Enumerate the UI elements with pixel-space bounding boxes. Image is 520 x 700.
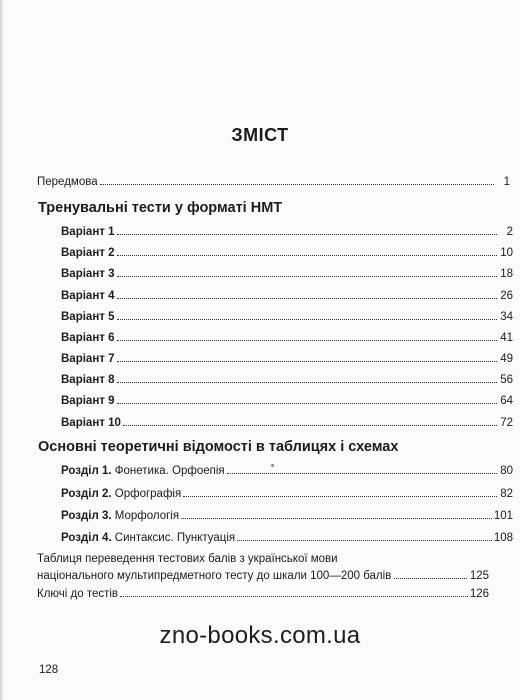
toc-page: 64 <box>500 395 513 407</box>
toc-conversion-table[interactable] <box>37 551 489 585</box>
toc-variant-8[interactable] <box>61 374 513 386</box>
toc-page: 72 <box>500 417 513 429</box>
toc-answer-keys[interactable] <box>37 588 489 600</box>
toc-variant-10[interactable] <box>61 417 513 429</box>
toc-label: Ключі до тестів <box>37 588 119 600</box>
toc-label-bold: Розділ 1. <box>61 465 112 477</box>
toc-variant-7[interactable] <box>61 353 513 365</box>
toc-page: 101 <box>493 510 513 522</box>
toc-page: 80 <box>500 465 513 477</box>
toc-section-2[interactable] <box>61 488 513 500</box>
toc-variant-6[interactable] <box>61 332 513 344</box>
toc-page: 34 <box>500 311 513 323</box>
toc-page: 49 <box>500 353 513 365</box>
toc-label-line-2: національного мультипредметного тесту до шкали 100—200 балів <box>37 570 392 582</box>
dot-leader <box>117 403 498 404</box>
toc-label: Фонетика. Орфоепія <box>114 465 225 477</box>
toc-label-line-1: Таблиця переведення тестових балів з української мови <box>37 553 338 565</box>
toc-label: Варіант 7 <box>61 353 115 365</box>
toc-label-bold: Розділ 4. <box>61 532 112 544</box>
section-heading-theory: Основні теоретичні відомості в таблицях і схемах <box>38 439 399 455</box>
dot-leader <box>183 496 497 497</box>
toc-foreword[interactable] <box>37 176 510 188</box>
dot-leader <box>117 382 498 383</box>
toc-label: Варіант 6 <box>61 332 115 344</box>
dot-leader <box>394 578 467 579</box>
dot-leader <box>123 425 497 426</box>
toc-page: 126 <box>469 588 489 600</box>
toc-label: Варіант 5 <box>61 311 115 323</box>
toc-label: Варіант 8 <box>61 374 115 386</box>
dot-leader <box>117 298 498 299</box>
toc-page: 18 <box>500 268 513 280</box>
page-edge-shadow <box>0 0 4 700</box>
toc-label: Варіант 1 <box>61 226 115 238</box>
dot-leader <box>100 184 494 185</box>
toc-label: Варіант 10 <box>61 417 121 429</box>
toc-page: 125 <box>469 570 489 582</box>
toc-page: 1 <box>503 176 510 188</box>
toc-page: 41 <box>500 332 513 344</box>
page-title: ЗМІСТ <box>231 125 289 145</box>
dot-leader <box>181 518 492 519</box>
watermark: zno-books.com.ua <box>159 622 361 649</box>
toc-page: 108 <box>493 532 513 544</box>
toc-variant-4[interactable] <box>61 290 513 302</box>
toc-page: 26 <box>500 290 513 302</box>
dot-leader <box>117 319 498 320</box>
dot-leader <box>117 276 498 277</box>
toc-page: 56 <box>500 374 513 386</box>
toc-variant-1[interactable] <box>61 226 513 238</box>
dot-leader <box>117 361 498 362</box>
toc-variant-5[interactable] <box>61 311 513 323</box>
toc-section-3[interactable] <box>61 510 513 522</box>
dot-leader <box>227 473 497 474</box>
toc-label-bold: Розділ 3. <box>61 510 112 522</box>
dot-leader <box>120 596 468 597</box>
section-heading-tests: Тренувальні тести у форматі НМТ <box>38 200 283 216</box>
toc-page: 82 <box>500 488 513 500</box>
toc-variant-9[interactable] <box>61 395 513 407</box>
toc-label: Варіант 9 <box>61 395 115 407</box>
toc-variant-3[interactable] <box>61 268 513 280</box>
toc-variant-2[interactable] <box>61 247 513 259</box>
toc-label: Варіант 3 <box>61 268 115 280</box>
toc-label: Синтаксис. Пунктуація <box>114 532 236 544</box>
dot-leader <box>117 340 498 341</box>
toc-label: Передмова <box>37 176 98 188</box>
dot-leader <box>117 234 498 235</box>
toc-page: 2 <box>506 226 513 238</box>
toc-label: Орфографія <box>114 488 182 500</box>
toc-label: Варіант 2 <box>61 247 115 259</box>
toc-label: Варіант 4 <box>61 290 115 302</box>
toc-page: 10 <box>500 247 513 259</box>
page-number: 128 <box>39 664 59 676</box>
dot-leader <box>117 255 498 256</box>
dot-leader <box>237 540 492 541</box>
toc-label-bold: Розділ 2. <box>61 488 112 500</box>
toc-label: Морфологія <box>114 510 180 522</box>
toc-section-4[interactable] <box>61 532 513 544</box>
toc-section-1[interactable] <box>61 465 513 477</box>
